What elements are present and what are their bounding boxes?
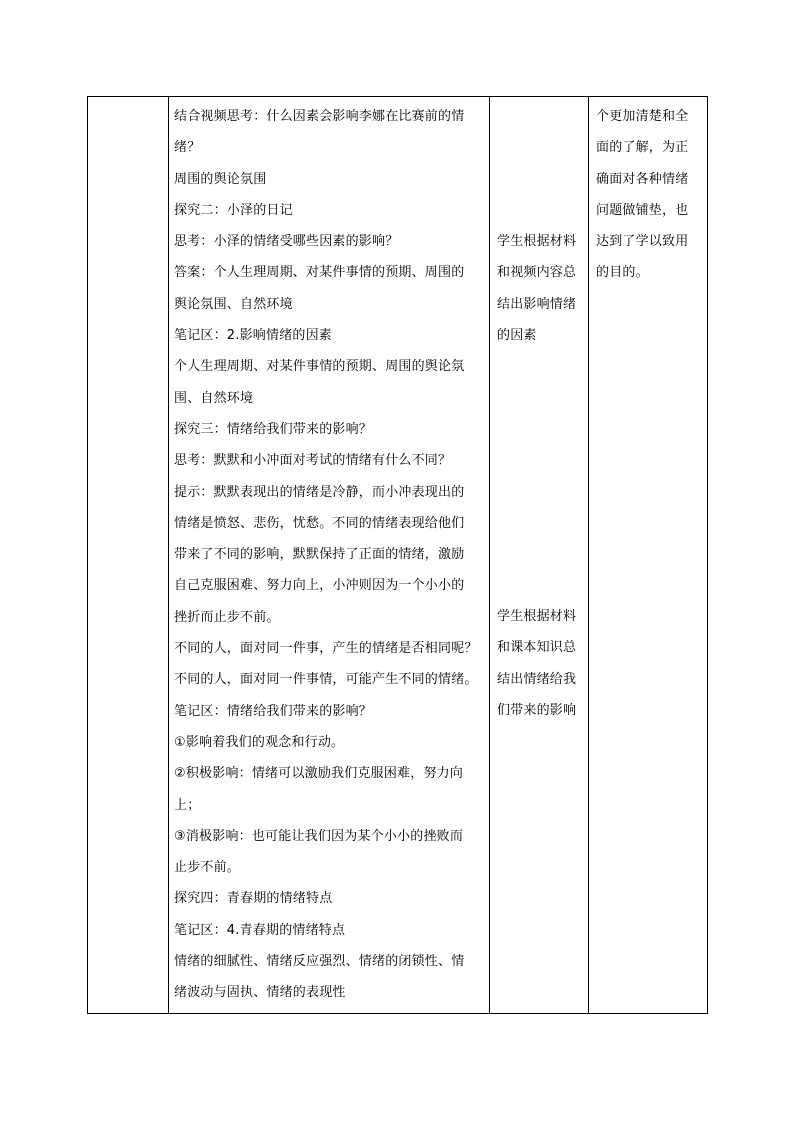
content-line: 情绪是愤怒、悲伤，忧愁。不同的情绪表现给他们 (174, 515, 465, 531)
content-line: 思考：小泽的情绪受哪些因素的影响？ (174, 234, 399, 250)
student-activity-line: 学生根据材料 (497, 609, 577, 625)
student-activity-line: 和课本知识总 (497, 640, 577, 656)
teaching-content (169, 97, 489, 1013)
teaching-content-cell (169, 97, 490, 1014)
content-line: 周围的舆论氛围 (174, 171, 267, 187)
student-activity (490, 97, 588, 730)
content-line: 舆论氛围、自然环境 (174, 296, 293, 312)
design-intent (589, 97, 707, 293)
design-intent-line: 达到了学以致用 (596, 234, 689, 250)
student-activity-line: 们带来的影响 (497, 703, 577, 719)
design-intent-line: 面的了解，为正 (596, 140, 689, 156)
content-line: 笔记区：4.青春期的情绪特点 (174, 922, 346, 938)
content-line: 不同的人，面对同一件事，产生的情绪是否相同呢？ (174, 641, 478, 657)
student-activity-cell (490, 97, 589, 1014)
design-intent-line: 个更加清楚和全 (596, 109, 689, 124)
content-line: 探究三：情绪给我们带来的影响？ (174, 421, 373, 437)
content-line: 探究二：小泽的日记 (174, 202, 293, 218)
content-line: 笔记区：情绪给我们带来的影响？ (174, 703, 373, 719)
lesson-table (87, 96, 708, 1014)
content-line: 绪？ (174, 140, 201, 156)
design-intent-line: 确面对各种情绪 (596, 171, 689, 187)
student-activity-line: 和视频内容总 (497, 265, 577, 281)
design-intent-line: 问题做铺垫，也 (596, 202, 689, 218)
content-line: 答案：个人生理周期、对某件事情的预期、周围的 (174, 265, 465, 281)
content-line: 绪波动与固执、情绪的表现性 (174, 985, 346, 1001)
content-line: 自己克服困难、努力向上，小冲则因为一个小小的 (174, 578, 465, 594)
student-activity-line: 结出影响情绪 (497, 296, 577, 312)
content-line: 结合视频思考：什么因素会影响李娜在比赛前的情 (174, 109, 465, 124)
student-activity-group-2 (497, 601, 584, 726)
content-line: 思考：默默和小冲面对考试的情绪有什么不同？ (174, 453, 452, 469)
design-intent-cell (589, 97, 708, 1014)
content-line: ②积极影响：情绪可以激励我们克服困难，努力向 (174, 766, 464, 782)
content-line: ③消极影响：也可能让我们因为某个小小的挫败而 (174, 828, 464, 844)
table-row (88, 97, 708, 1014)
content-line: 上； (174, 797, 201, 813)
student-activity-line: 学生根据材料 (497, 234, 577, 249)
content-line: 围、自然环境 (174, 390, 254, 406)
content-line: 挫折而止步不前。 (174, 609, 280, 625)
content-line: 带来了不同的影响，默默保持了正面的情绪，激励 (174, 547, 465, 563)
content-line: 不同的人，面对同一件事情，可能产生不同的情绪。 (174, 672, 478, 688)
content-line: 提示：默默表现出的情绪是冷静，而小冲表现出的 (174, 484, 465, 500)
stage-cell (88, 97, 169, 1014)
content-line: 笔记区：2.影响情绪的因素 (174, 328, 333, 344)
content-line: 探究四：青春期的情绪特点 (174, 891, 333, 907)
student-activity-group-1 (497, 226, 584, 351)
design-intent-line: 的目的。 (596, 265, 649, 281)
content-line: ①影响着我们的观念和行动。 (174, 734, 345, 750)
content-line: 止步不前。 (174, 860, 241, 876)
content-line: 个人生理周期、对某件事情的预期、周围的舆论氛 (174, 359, 465, 375)
content-line: 情绪的细腻性、情绪反应强烈、情绪的闭锁性、情 (174, 954, 465, 970)
student-activity-line: 结出情绪给我 (497, 671, 577, 687)
student-activity-line: 的因素 (497, 327, 537, 343)
